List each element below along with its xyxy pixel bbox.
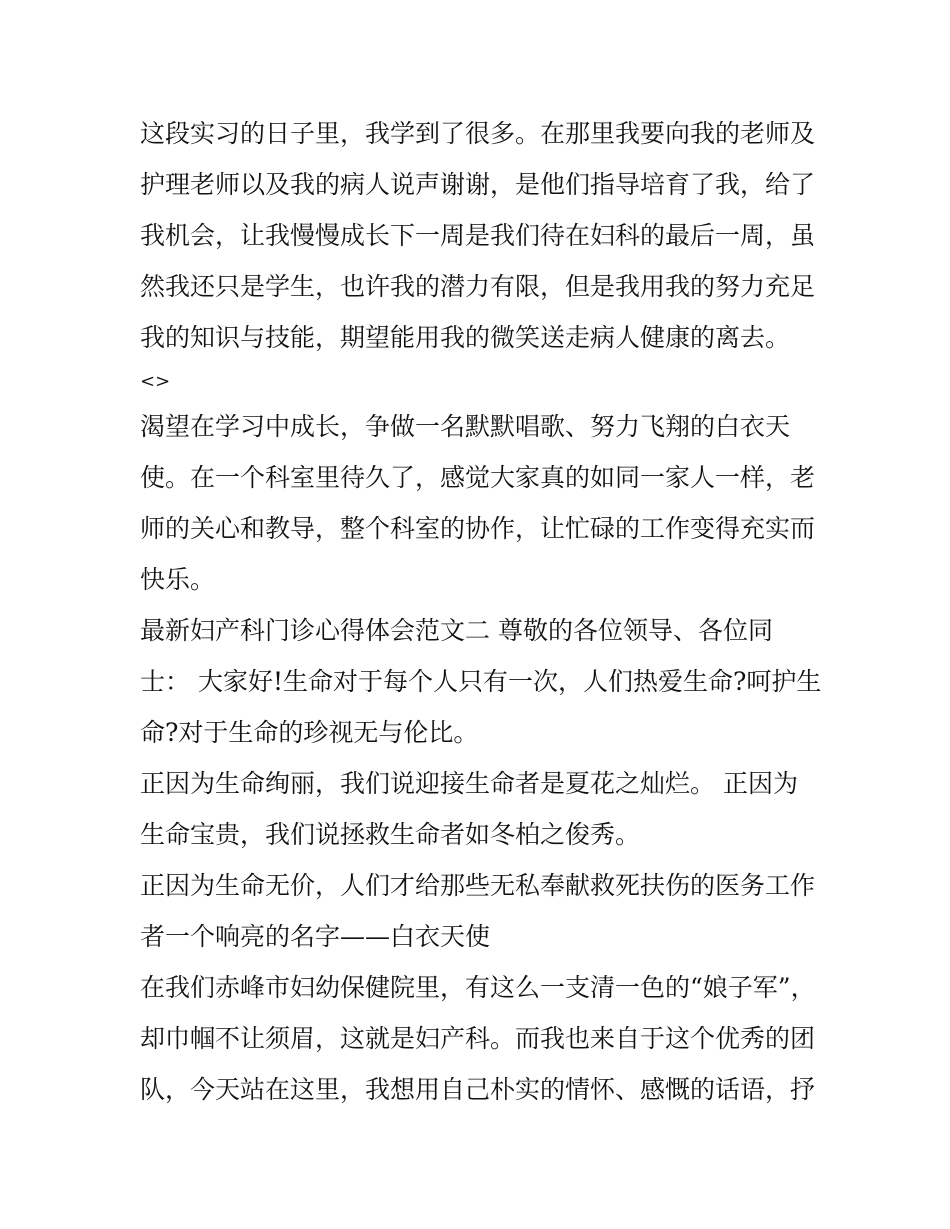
text-line: 这段实习的日子里，我学到了很多。在那里我要向我的老师及 [140, 119, 816, 148]
text-line: 者一个响亮的名字——白衣天使 [140, 922, 491, 951]
text-line: 却巾帼不让须眉，这就是妇产科。而我也来自于这个优秀的团 [140, 1024, 816, 1053]
text-line: 护理老师以及我的病人说声谢谢，是他们指导培育了我，给了 [140, 170, 816, 199]
text-line: 我的知识与技能，期望能用我的微笑送走病人健康的离去。 [140, 323, 791, 352]
text-line: 生命宝贵，我们说拯救生命者如冬柏之俊秀。 [140, 820, 641, 849]
text-line: 士： 大家好!生命对于每个人只有一次，人们热爱生命?呵护生 [140, 667, 822, 696]
text-line: 师的关心和教导，整个科室的协作，让忙碌的工作变得充实而 [140, 514, 816, 543]
text-line: 使。在一个科室里待久了，感觉大家真的如同一家人一样，老 [140, 463, 816, 492]
text-line: 在我们赤峰市妇幼保健院里，有这么一支清一色的“娘子军”， [140, 973, 816, 1002]
text-line: 快乐。 [140, 565, 216, 594]
text-line: 然我还只是学生，也许我的潜力有限，但是我用我的努力充足 [140, 272, 816, 301]
document-body [140, 108, 820, 1115]
text-line: 命?对于生命的珍视无与伦比。 [140, 718, 479, 747]
separator-marker: <> [140, 371, 171, 392]
text-line: 正因为生命无价，人们才给那些无私奉献救死扶伤的医务工作 [140, 871, 816, 900]
section-heading-line: 最新妇产科门诊心得体会范文二 尊敬的各位领导、各位同 [140, 616, 773, 645]
text-line: 队，今天站在这里，我想用自己朴实的情怀、感慨的话语，抒 [140, 1075, 816, 1104]
text-line: 正因为生命绚丽，我们说迎接生命者是夏花之灿烂。 正因为 [140, 769, 798, 798]
text-line: 渴望在学习中成长，争做一名默默唱歌、努力飞翔的白衣天 [140, 412, 791, 441]
text-line: 我机会，让我慢慢成长下一周是我们待在妇科的最后一周，虽 [140, 221, 816, 250]
